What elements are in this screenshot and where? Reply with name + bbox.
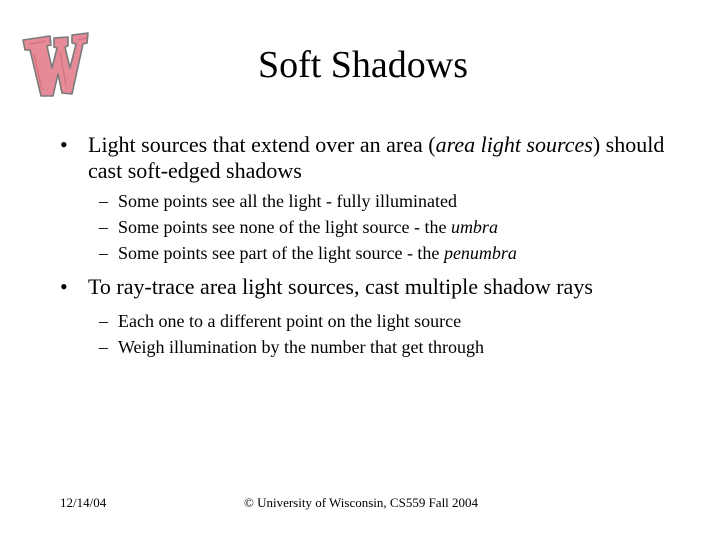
sub-bullet-italic-text: umbra [450, 217, 498, 237]
slide-title: Soft Shadows [257, 44, 469, 86]
bullet-text: Light sources that extend over an area ( [88, 132, 436, 157]
bullet-list [60, 132, 700, 360]
sub-bullet-text: Some points see all the light - fully illuminated [118, 191, 457, 211]
sub-bullet-italic-text: penumbra [443, 243, 517, 263]
sub-bullet-text: Weigh illumination by the number that get through [118, 337, 484, 357]
dash-marker: – [99, 217, 108, 237]
dash-marker: – [99, 191, 108, 211]
sub-bullet-text: Each one to a different point on the light source [118, 311, 462, 331]
sub-bullet-different-point [60, 308, 700, 334]
dash-marker: – [99, 243, 108, 263]
bullet-text: ) should cast soft-edged shadows [88, 132, 665, 183]
sub-bullet-fully-illuminated [60, 188, 700, 214]
dash-marker: – [99, 311, 108, 331]
bullet-marker: • [60, 132, 68, 157]
sub-bullet-weigh-illumination [60, 334, 700, 360]
bullet-ray-trace [60, 274, 700, 300]
footer-credit: © University of Wisconsin, CS559 Fall 2004 [243, 495, 479, 510]
bullet-area-lights [60, 132, 700, 184]
sub-bullet-text: Some points see none of the light source - the [118, 217, 451, 237]
footer-date: 12/14/04 [60, 495, 107, 510]
bullet-marker: • [60, 274, 68, 299]
bullet-text: To ray-trace area light sources, cast multiple shadow rays [88, 274, 593, 299]
sub-bullet-umbra [60, 214, 700, 240]
sub-bullet-penumbra [60, 240, 700, 266]
bullet-italic-text: area light sources [435, 132, 593, 157]
sub-bullet-text: Some points see part of the light source - the [118, 243, 444, 263]
dash-marker: – [99, 337, 108, 357]
